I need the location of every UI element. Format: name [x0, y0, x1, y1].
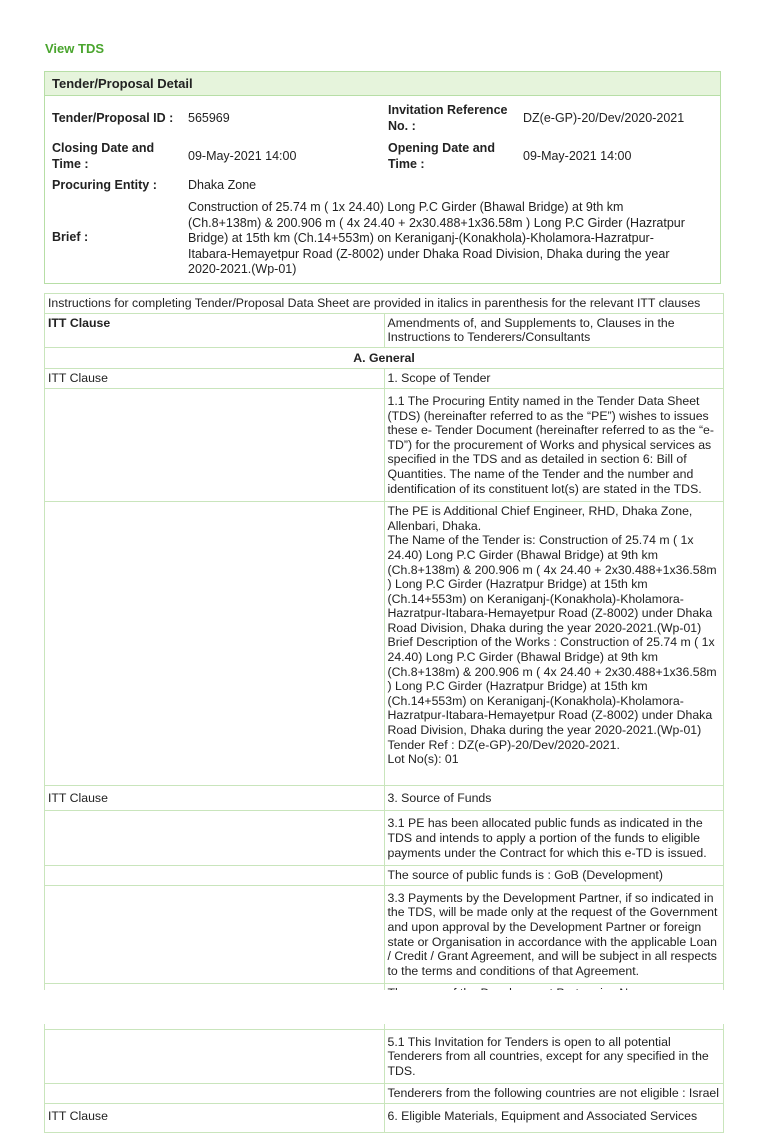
tender-id-value: 565969	[188, 111, 230, 125]
clause-text: 3.3 Payments by the Development Partner, if so indicated in the TDS, will be made only at the request of the Government and upon approval by the Development Partner or foreign state or Organisation in accordance with the applicable Loan / Credit / Grant Agreement, and will be subject in all respects to the terms and conditions of that Agreement.	[384, 885, 724, 984]
table-row	[45, 294, 724, 314]
opening-date-value: 09-May-2021 14:00	[523, 149, 632, 163]
clause-text: 1.1 The Procuring Entity named in the Tender Data Sheet (TDS) (hereinafter referred to as the “PE”) wishes to issues these e- Tender Document (hereinafter referred to as the “e-TD”) for the procurement of Works and physical services as specified in the TDS and as detailed in section 6: Bill of Quantities. The name of the Tender and the number and identification of its constituent lot(s) are stated in the TDS.	[384, 388, 724, 501]
page-bottom-mask	[0, 990, 768, 1024]
tds-entry: The source of public funds is : GoB (Development)	[384, 866, 724, 886]
procuring-entity-value: Dhaka Zone	[188, 178, 257, 192]
clause-title: 6. Eligible Materials, Equipment and Associated Services	[384, 1103, 724, 1132]
itt-clause-label: ITT Clause	[45, 369, 385, 389]
invitation-reference-value: DZ(e-GP)-20/Dev/2020-2021	[523, 111, 685, 125]
opening-date-label: Opening Date and Time :	[388, 141, 495, 171]
closing-date-label: Closing Date and Time :	[52, 141, 155, 171]
tender-detail-panel	[44, 71, 721, 284]
itt-amendments-header: Amendments of, and Supplements to, Clauses in the Instructions to Tenderers/Consultants	[384, 313, 724, 347]
closing-date-value: 09-May-2021 14:00	[188, 149, 297, 163]
tds-entry: The PE is Additional Chief Engineer, RHD, Dhaka Zone, Allenbari, Dhaka. The Name of the Tender is: Construction of 25.74 m ( 1x 24.40) Long P.C Girder (Bhawal Bridge) at 9th km (Ch.8+138m) & 200.906 m ( 4x 24.40 + 2x30.488+1x36.58m ) Long P.C Girder (Hazratpur Bridge) at 15th km (Ch.14+553m) on Keraniganj-(Konakhola)-Kholamora-Hazratpur-Itabara-Hemayetpur Road (Z-8002) under Dhaka Road Division, Dhaka during the year 2020-2021.(Wp-01) Brief Description of the Works : Construction of 25.74 m ( 1x 24.40) Long P.C Girder (Bhawal Bridge) at 9th km (Ch.8+138m) & 200.906 m ( 4x 24.40 + 2x30.488+1x36.58m ) Long P.C Girder (Hazratpur Bridge) at 15th km (Ch.14+553m) on Keraniganj-(Konakhola)-Kholamora-Hazratpur-Itabara-Hemayetpur Road (Z-8002) under Dhaka Road Division, Dhaka during the year 2020-2021.(Wp-01) Tender Ref : DZ(e-GP)-20/Dev/2020-2021. Lot No(s): 01	[384, 502, 724, 786]
table-row	[45, 885, 724, 984]
table-row	[45, 502, 724, 786]
table-row	[45, 313, 724, 347]
table-row	[45, 866, 724, 886]
table-row	[45, 785, 724, 811]
itt-clause-header: ITT Clause	[45, 313, 385, 347]
page-title: View TDS	[45, 41, 105, 56]
table-row	[45, 811, 724, 866]
clause-title: 3. Source of Funds	[384, 785, 724, 811]
procuring-entity-label: Procuring Entity :	[52, 178, 157, 192]
brief-label: Brief :	[52, 230, 89, 244]
clause-text: 3.1 PE has been allocated public funds as indicated in the TDS and intends to apply a portion of the funds to eligible payments under the Contract for which this e-TD is issued.	[384, 811, 724, 866]
table-row	[45, 1029, 724, 1084]
table-row	[45, 1103, 724, 1132]
clause-text: 5.1 This Invitation for Tenders is open to all potential Tenderers from all countries, except for any specified in the TDS.	[384, 1029, 724, 1084]
table-row	[45, 388, 724, 501]
itt-clause-label: ITT Clause	[45, 785, 385, 811]
tender-detail-header: Tender/Proposal Detail	[45, 72, 720, 96]
clause-title: 1. Scope of Tender	[384, 369, 724, 389]
tender-id-label: Tender/Proposal ID :	[52, 111, 174, 125]
itt-clause-label: ITT Clause	[45, 1103, 385, 1132]
tds-entry: Tenderers from the following countries are not eligible : Israel	[384, 1084, 724, 1104]
invitation-reference-label: Invitation Reference No. :	[388, 103, 508, 133]
table-row	[45, 1084, 724, 1104]
section-heading: A. General	[45, 347, 724, 369]
table-row	[45, 347, 724, 369]
tender-detail-body	[45, 96, 720, 283]
table-row	[45, 369, 724, 389]
brief-value: Construction of 25.74 m ( 1x 24.40) Long P.C Girder (Bhawal Bridge) at 9th km (Ch.8+138m) & 200.906 m ( 4x 24.40 + 2x30.488+1x36.58m ) Long P.C Girder (Hazratpur Bridge) at 15th km (Ch.14+553m) on Keraniganj-(Konakhola)-Kholamora-Hazratpur- Itabara-Hemayetpur Road (Z-8002) under Dhaka Road Division, Dhaka during the year 2020-2021.(Wp-01)	[188, 200, 685, 276]
itt-intro: Instructions for completing Tender/Proposal Data Sheet are provided in italics in parenthesis for the relevant ITT clauses	[45, 294, 724, 314]
